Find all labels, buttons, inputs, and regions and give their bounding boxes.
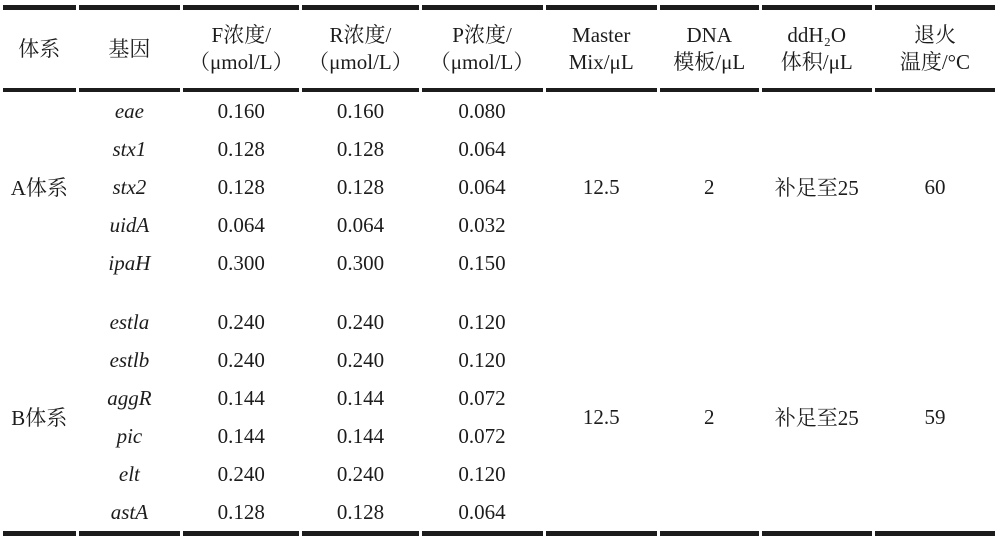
gene-name: uidA [109, 212, 150, 237]
header-line: ddH₂O [787, 23, 847, 47]
gene-name: aggR [107, 385, 152, 410]
ddh2o-value-a: 补足至25 [774, 176, 859, 200]
header-line: Master [572, 23, 631, 47]
header-line: 体系 [18, 36, 61, 61]
gene-name: estla [109, 309, 150, 334]
gene-name: elt [118, 461, 140, 486]
header-line: （μmol/L） [308, 50, 413, 74]
table-row [3, 92, 995, 130]
col-header-dna-template [660, 5, 759, 92]
f-concentration-value: 0.128 [217, 174, 265, 199]
p-concentration-value: 0.080 [458, 98, 506, 123]
header-line: DNA [686, 23, 732, 47]
header-line: 模板/μL [673, 50, 746, 74]
p-concentration-value: 0.150 [458, 250, 506, 275]
p-concentration-value: 0.064 [422, 493, 543, 536]
gene-name: ipaH [108, 250, 151, 275]
r-concentration-value: 0.128 [302, 493, 418, 536]
col-header-system [3, 5, 76, 92]
col-header-f-concentration [183, 5, 299, 92]
f-concentration-value: 0.128 [183, 493, 299, 536]
header-line: F浓度/ [211, 23, 272, 47]
table-row [3, 303, 995, 341]
pcr-system-table [0, 5, 998, 536]
gene-name: estlb [109, 347, 150, 372]
f-concentration-value: 0.240 [217, 461, 265, 486]
f-concentration-value: 0.240 [217, 347, 265, 372]
f-concentration-value: 0.128 [217, 136, 265, 161]
header-row [3, 5, 995, 92]
r-concentration-value: 0.144 [336, 423, 385, 448]
p-concentration-value: 0.064 [458, 136, 506, 161]
dna-template-value-b: 2 [660, 303, 759, 536]
annealing-temp-value-a: 60 [924, 174, 946, 199]
r-concentration-value: 0.240 [336, 347, 385, 372]
col-header-master-mix [546, 5, 657, 92]
gene-name: stx2 [112, 174, 147, 199]
group-spacer-cell [3, 282, 995, 303]
header-line: 基因 [108, 36, 151, 61]
header-line: 温度/°C [899, 50, 971, 74]
col-header-r-concentration [302, 5, 418, 92]
r-concentration-value: 0.160 [336, 98, 385, 123]
f-concentration-value: 0.160 [217, 98, 265, 123]
system-label-a: A体系 [10, 176, 68, 200]
annealing-temp-value-b: 59 [875, 303, 995, 536]
dna-template-value-a: 2 [703, 174, 715, 199]
gene-name: eae [114, 98, 144, 123]
col-header-annealing-temp [875, 5, 995, 92]
gene-name: astA [79, 493, 181, 536]
r-concentration-value: 0.240 [336, 309, 385, 334]
header-line: 退火 [913, 23, 956, 47]
group-spacer [3, 282, 995, 303]
header-line: P浓度/ [452, 23, 512, 47]
r-concentration-value: 0.300 [336, 250, 385, 275]
f-concentration-value: 0.064 [217, 212, 265, 237]
col-header-ddh2o-volume [762, 5, 872, 92]
gene-name: pic [116, 423, 143, 448]
f-concentration-value: 0.144 [217, 385, 265, 410]
ddh2o-value-b: 补足至25 [762, 303, 872, 536]
p-concentration-value: 0.032 [458, 212, 506, 237]
p-concentration-value: 0.120 [458, 461, 506, 486]
master-mix-value-a: 12.5 [582, 174, 620, 199]
r-concentration-value: 0.128 [336, 136, 385, 161]
f-concentration-value: 0.144 [217, 423, 265, 448]
header-line: （μmol/L） [189, 50, 294, 74]
col-header-p-concentration [422, 5, 543, 92]
header-line: Mix/μL [568, 50, 634, 74]
header-line: R浓度/ [329, 23, 392, 47]
header-line: 体积/μL [780, 50, 853, 74]
p-concentration-value: 0.064 [458, 174, 506, 199]
p-concentration-value: 0.120 [458, 347, 506, 372]
gene-name: stx1 [112, 136, 147, 161]
r-concentration-value: 0.240 [336, 461, 385, 486]
p-concentration-value: 0.072 [458, 423, 506, 448]
r-concentration-value: 0.128 [336, 174, 385, 199]
master-mix-value-b: 12.5 [546, 303, 657, 536]
system-label-b: B体系 [3, 303, 76, 536]
f-concentration-value: 0.240 [217, 309, 265, 334]
header-line: （μmol/L） [429, 50, 535, 74]
p-concentration-value: 0.072 [458, 385, 506, 410]
p-concentration-value: 0.120 [458, 309, 506, 334]
r-concentration-value: 0.064 [336, 212, 385, 237]
f-concentration-value: 0.300 [217, 250, 265, 275]
col-header-gene [79, 5, 181, 92]
r-concentration-value: 0.144 [336, 385, 385, 410]
